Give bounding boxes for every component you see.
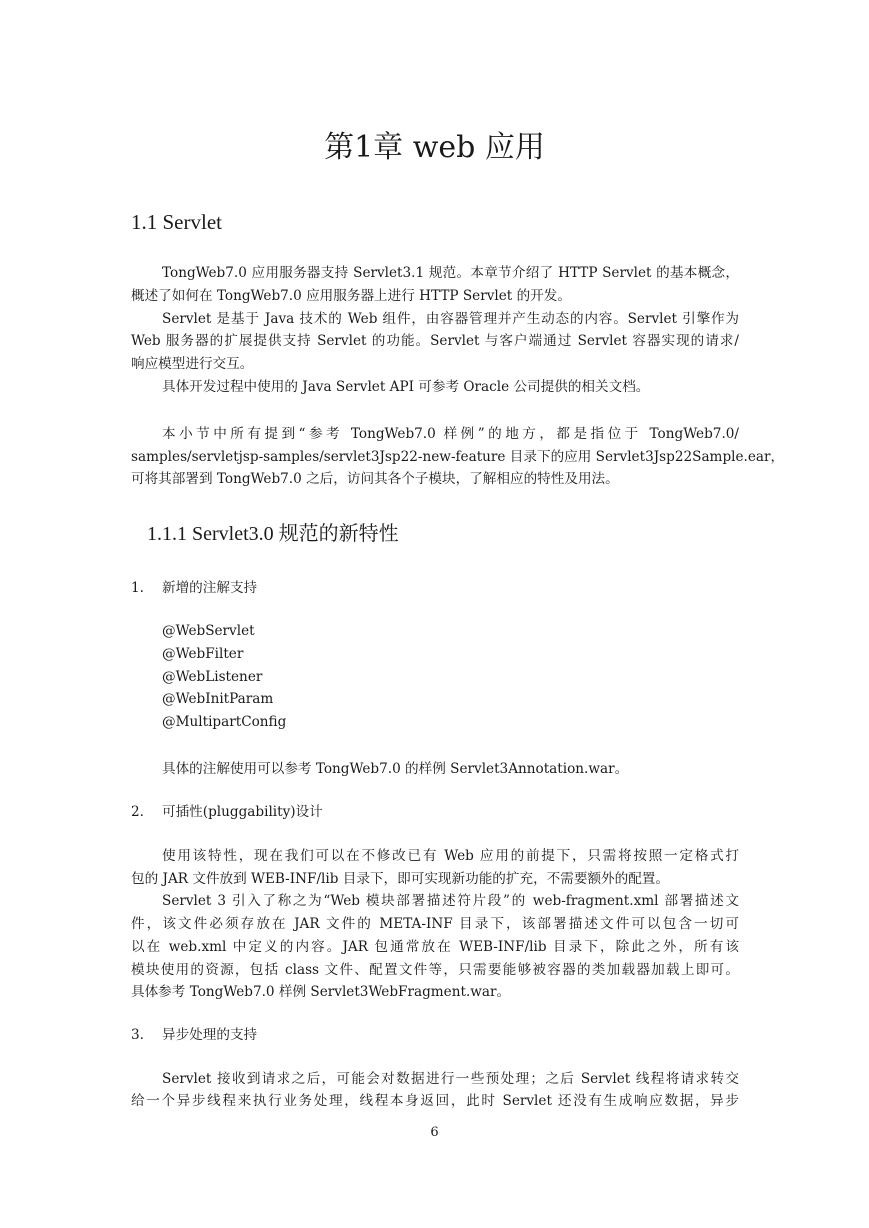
paragraph-line: 给一个异步线程来执行业务处理，线程本身返回，此时 Servlet 还没有生成响应数据，异步: [131, 1093, 739, 1109]
list-item-label: 异步处理的支持: [162, 1027, 258, 1043]
paragraph-line: 本小节中所有提到“参考 TongWeb7.0 样例”的地方，都是指位于 TongWeb7.0/: [162, 426, 739, 442]
paragraph-line: TongWeb7.0 应用服务器支持 Servlet3.1 规范。本章节介绍了 HTTP Servlet 的基本概念，: [162, 265, 739, 281]
chapter-title: 第1章 web 应用: [324, 130, 545, 165]
list-item-label: 新增的注解支持: [162, 580, 258, 596]
paragraph-line: 概述了如何在 TongWeb7.0 应用服务器上进行 HTTP Servlet 的开发。: [131, 288, 571, 304]
paragraph-line: 具体的注解使用可以参考 TongWeb7.0 的样例 Servlet3Annotation.war。: [162, 761, 629, 777]
paragraph-line: Servlet 接收到请求之后，可能会对数据进行一些预处理；之后 Servlet 线程将请求转交: [162, 1071, 739, 1087]
annotation-item: @WebFilter: [162, 646, 244, 662]
annotation-item: @WebInitParam: [162, 691, 274, 707]
paragraph-line: Servlet 是基于 Java 技术的 Web 组件，由容器管理并产生动态的内容。Servlet 引擎作为: [162, 311, 739, 327]
paragraph-line: 可将其部署到 TongWeb7.0 之后，访问其各个子模块，了解相应的特性及用法。: [131, 471, 619, 487]
paragraph-line: Web 服务器的扩展提供支持 Servlet 的功能。Servlet 与客户端通过 Servlet 容器实现的请求/: [131, 333, 739, 349]
annotation-item: @MultipartConfig: [162, 714, 287, 730]
section-title: 1.1 Servlet: [131, 210, 222, 234]
page-number: 6: [430, 1125, 439, 1140]
paragraph-line: 包的 JAR 文件放到 WEB-INF/lib 目录下，即可实现新功能的扩充，不需要额外的配置。: [131, 871, 669, 887]
paragraph-line: 响应模型进行交互。: [131, 356, 254, 372]
paragraph-line: 具体参考 TongWeb7.0 样例 Servlet3WebFragment.war。: [131, 984, 511, 1000]
list-item-label: 可插性(pluggability)设计: [162, 804, 323, 820]
subsection-title: 1.1.1 Servlet3.0 规范的新特性: [147, 523, 399, 545]
paragraph-line: 模块使用的资源，包括 class 文件、配置文件等，只需要能够被容器的类加载器加载上即可。: [131, 962, 739, 978]
list-number: 2.: [131, 804, 144, 820]
paragraph-line: 具体开发过程中使用的 Java Servlet API 可参考 Oracle 公司提供的相关文档。: [162, 379, 650, 395]
annotation-item: @WebListener: [162, 669, 263, 685]
paragraph-line: 以在 web.xml 中定义的内容。JAR 包通常放在 WEB-INF/lib 目录下，除此之外，所有该: [131, 939, 739, 955]
paragraph-line: 件，该文件必须存放在 JAR 文件的 META-INF 目录下，该部署描述文件可以包含一切可: [131, 916, 739, 932]
annotation-item: @WebServlet: [162, 623, 255, 639]
paragraph-line: samples/servletjsp-samples/servlet3Jsp22-new-feature 目录下的应用 Servlet3Jsp22Sample.ear，: [131, 449, 785, 465]
paragraph-line: Servlet 3 引入了称之为“Web 模块部署描述符片段”的 web-fragment.xml 部署描述文: [162, 893, 739, 909]
paragraph-line: 使用该特性，现在我们可以在不修改已有 Web 应用的前提下，只需将按照一定格式打: [162, 848, 739, 864]
list-number: 1.: [131, 580, 144, 596]
list-number: 3.: [131, 1027, 144, 1043]
